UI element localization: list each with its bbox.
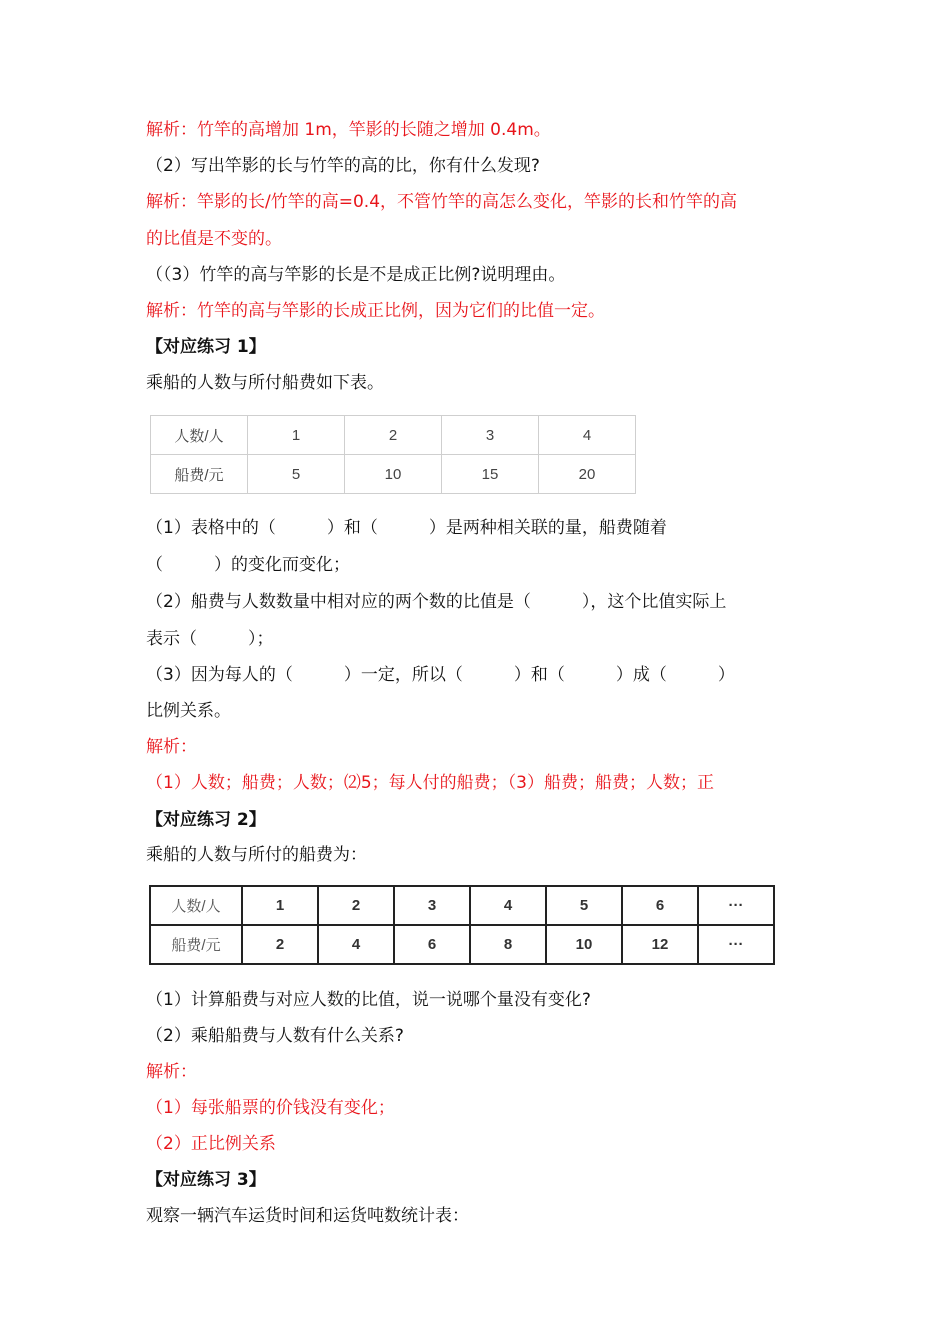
table-cell: 5 — [248, 455, 345, 494]
question-3: （（3）竹竿的高与竿影的长是不是成正比例?说明理由。 — [146, 265, 566, 285]
table-cell: 3 — [394, 886, 470, 925]
exercise-2-answer-2: （2）正比例关系 — [146, 1134, 276, 1154]
table-cell: 人数/人 — [150, 886, 242, 925]
table-row — [150, 925, 774, 964]
answer-line-1: 解析：竹竿的高增加 1m，竿影的长随之增加 0.4m。 — [146, 120, 551, 140]
exercise-2-answer-label: 解析： — [146, 1062, 197, 1082]
table-cell: 20 — [539, 455, 636, 494]
table-cell: 2 — [345, 416, 442, 455]
exercise-1-title: 【对应练习 1】 — [146, 337, 266, 357]
table-cell: 5 — [546, 886, 622, 925]
table-cell: ··· — [698, 886, 774, 925]
table-cell: 6 — [622, 886, 698, 925]
table-cell: 1 — [248, 416, 345, 455]
answer-line-2b: 的比值是不变的。 — [146, 229, 282, 249]
exercise-2-table — [149, 885, 775, 965]
table-cell: 3 — [442, 416, 539, 455]
exercise-3-title: 【对应练习 3】 — [146, 1170, 266, 1190]
exercise-1-q1b: （ ）的变化而变化； — [146, 555, 350, 575]
exercise-1-q2a: （2）船费与人数数量中相对应的两个数的比值是（ ），这个比值实际上 — [146, 592, 727, 612]
table-cell: 4 — [470, 886, 546, 925]
table-cell: 4 — [539, 416, 636, 455]
exercise-2-answer-1: （1）每张船票的价钱没有变化； — [146, 1098, 395, 1118]
table-cell: 8 — [470, 925, 546, 964]
question-2: （2）写出竿影的长与竹竿的高的比，你有什么发现? — [146, 156, 540, 176]
exercise-1-q1a: （1）表格中的（ ）和（ ）是两种相关联的量，船费随着 — [146, 518, 667, 538]
table-cell: 人数/人 — [151, 416, 248, 455]
answer-line-2a: 解析：竿影的长/竹竿的高=0.4，不管竹竿的高怎么变化，竿影的长和竹竿的高 — [146, 192, 738, 212]
table-cell: 1 — [242, 886, 318, 925]
exercise-2-title: 【对应练习 2】 — [146, 810, 266, 830]
table-cell: 12 — [622, 925, 698, 964]
table-cell: 4 — [318, 925, 394, 964]
table-cell: 2 — [318, 886, 394, 925]
exercise-2-q1: （1）计算船费与对应人数的比值，说一说哪个量没有变化? — [146, 990, 591, 1010]
exercise-1-intro: 乘船的人数与所付船费如下表。 — [146, 373, 384, 393]
table-cell: ··· — [698, 925, 774, 964]
table-row — [151, 455, 636, 494]
exercise-1-answer: （1）人数；船费；人数；⑵5；每人付的船费；（3）船费；船费；人数；正 — [146, 773, 714, 793]
exercise-1-table — [150, 415, 636, 494]
table-row — [151, 416, 636, 455]
table-cell: 2 — [242, 925, 318, 964]
table-cell: 6 — [394, 925, 470, 964]
table-cell: 10 — [546, 925, 622, 964]
exercise-3-intro: 观察一辆汽车运货时间和运货吨数统计表： — [146, 1206, 469, 1226]
exercise-1-q2b: 表示（ ）； — [146, 629, 274, 649]
exercise-1-q3a: （3）因为每人的（ ）一定，所以（ ）和（ ）成（ ） — [146, 665, 735, 685]
table-row — [150, 886, 774, 925]
answer-line-3: 解析：竹竿的高与竿影的长成正比例，因为它们的比值一定。 — [146, 301, 605, 321]
table-cell: 船费/元 — [151, 455, 248, 494]
table-cell: 10 — [345, 455, 442, 494]
table-cell: 船费/元 — [150, 925, 242, 964]
table-cell: 15 — [442, 455, 539, 494]
exercise-2-intro: 乘船的人数与所付的船费为： — [146, 845, 367, 865]
exercise-1-q3b: 比例关系。 — [146, 701, 231, 721]
exercise-2-q2: （2）乘船船费与人数有什么关系? — [146, 1026, 404, 1046]
exercise-1-answer-label: 解析： — [146, 737, 197, 757]
